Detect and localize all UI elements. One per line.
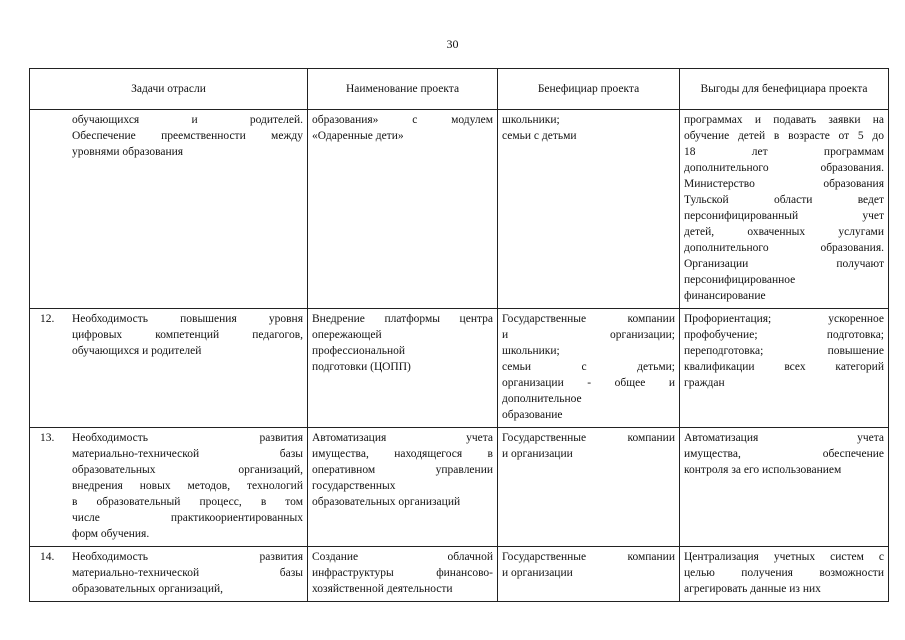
task-text [72, 430, 303, 542]
cell-project [308, 547, 498, 602]
task-text-line: форм обучения. [72, 528, 150, 540]
beneficiary-text-line: дополнительное [502, 393, 582, 405]
task-text-line: в образовательный процесс, в том [72, 496, 303, 508]
row-number: 12. [40, 313, 55, 325]
cell-project [308, 428, 498, 547]
task-text-line: обучающихся и родителей. [72, 114, 303, 126]
task-text-line: цифровых компетенций педагогов, [72, 329, 303, 341]
project-text-line: «Одаренные дети» [312, 130, 404, 142]
beneficiary-text-line: Государственные компании [502, 313, 675, 325]
task-text-line: Необходимость повышения уровня [72, 313, 303, 325]
task-text-line: материально-технической базы [72, 567, 303, 579]
cell-benefits [680, 110, 889, 309]
task-text-line: внедрения новых методов, технологий [72, 480, 303, 492]
project-text-line: Автоматизация учета [312, 432, 493, 444]
header-project: Наименование проекта [308, 69, 498, 110]
benefits-text [684, 430, 884, 478]
table-row [30, 110, 889, 309]
beneficiary-text-line: и организации [502, 567, 573, 579]
beneficiary-text-line: семьи с детьми [502, 130, 577, 142]
benefits-text-line: персонифицированный учет [684, 210, 884, 222]
benefits-text-line: профобучение; подготовка; [684, 329, 884, 341]
page-number: 30 [446, 37, 459, 51]
project-text-line: инфраструктуры финансово- [312, 567, 493, 579]
row-number [34, 112, 72, 160]
beneficiary-text-line: образование [502, 409, 563, 421]
project-text-line: Создание облачной [312, 551, 493, 563]
cell-benefits [680, 428, 889, 547]
task-text-line: Необходимость развития [72, 432, 303, 444]
project-text-line: государственных [312, 480, 396, 492]
benefits-text-line: контроля за его использованием [684, 464, 842, 476]
benefits-text [684, 311, 884, 391]
benefits-text-line: Автоматизация учета [684, 432, 884, 444]
task-text-line: Необходимость развития [72, 551, 303, 563]
benefits-text-line: Профориентация; ускоренное [684, 313, 884, 325]
task-text-line: образовательных организаций, [72, 583, 223, 595]
benefits-text-line: агрегировать данные из них [684, 583, 821, 595]
project-text-line: профессиональной [312, 345, 406, 357]
project-text-line: образовательных организаций [312, 496, 461, 508]
benefits-text-line: дополнительного образования. [684, 242, 884, 254]
cell-task [30, 428, 308, 547]
task-text-line: числе практикоориентированных [72, 512, 303, 524]
task-text-line: материально-технической базы [72, 448, 303, 460]
task-text-line: образовательных организаций, [72, 464, 303, 476]
beneficiary-text-line: школьники; [502, 114, 560, 126]
beneficiary-text-line: и организации; [502, 329, 675, 341]
benefits-text-line: Тульской области ведет [684, 194, 884, 206]
header-beneficiary: Бенефициар проекта [498, 69, 680, 110]
task-text-line: Обеспечение преемственности между [72, 130, 303, 142]
projects-table [29, 68, 889, 602]
benefits-text-line: персонифицированное [684, 274, 796, 286]
beneficiary-text-line: семьи с детьми; [502, 361, 675, 373]
table-row [30, 428, 889, 547]
beneficiary-text-line: школьники; [502, 345, 560, 357]
cell-beneficiary [498, 110, 680, 309]
task-text [72, 549, 303, 597]
project-text-line: имущества, находящегося в [312, 448, 493, 460]
cell-project [308, 110, 498, 309]
benefits-text-line: дополнительного образования. [684, 162, 884, 174]
benefits-text-line: детей, охваченных услугами [684, 226, 884, 238]
project-text [312, 430, 493, 510]
task-text-line: обучающихся и родителей [72, 345, 202, 357]
cell-project [308, 309, 498, 428]
table-header-row [30, 69, 889, 110]
benefits-text-line: Министерство образования [684, 178, 884, 190]
cell-benefits [680, 547, 889, 602]
benefits-text-line: обучение детей в возрасте от 5 до [684, 130, 884, 142]
benefits-text-line: 18 лет программам [684, 146, 884, 158]
task-text-line: уровнями образования [72, 146, 184, 158]
beneficiary-text [502, 430, 675, 462]
cell-beneficiary [498, 547, 680, 602]
benefits-text-line: целью получения возможности [684, 567, 884, 579]
project-text-line: Внедрение платформы центра [312, 313, 493, 325]
beneficiary-text-line: Государственные компании [502, 551, 675, 563]
benefits-text-line: квалификации всех категорий [684, 361, 884, 373]
cell-beneficiary [498, 309, 680, 428]
benefits-text-line: Организации получают [684, 258, 884, 270]
cell-beneficiary [498, 428, 680, 547]
beneficiary-text [502, 112, 675, 144]
table-row [30, 309, 889, 428]
benefits-text-line: граждан [684, 377, 725, 389]
beneficiary-text [502, 311, 675, 423]
project-text-line: хозяйственной деятельности [312, 583, 453, 595]
project-text-line: опережающей [312, 329, 382, 341]
benefits-text-line: финансирование [684, 290, 766, 302]
project-text-line: образования» с модулем [312, 114, 493, 126]
beneficiary-text-line: и организации [502, 448, 573, 460]
project-text-line: оперативном управлении [312, 464, 493, 476]
task-text [72, 112, 303, 160]
project-text [312, 549, 493, 597]
row-number: 13. [40, 432, 55, 444]
cell-task [30, 110, 308, 309]
cell-task [30, 309, 308, 428]
row-number: 14. [40, 551, 55, 563]
benefits-text-line: программах и подавать заявки на [684, 114, 884, 126]
benefits-text [684, 549, 884, 597]
benefits-text-line: имущества, обеспечение [684, 448, 884, 460]
cell-benefits [680, 309, 889, 428]
beneficiary-text-line: организации - общее и [502, 377, 675, 389]
project-text-line: подготовки (ЦОПП) [312, 361, 411, 373]
benefits-text-line: Централизация учетных систем с [684, 551, 884, 563]
project-text [312, 311, 493, 375]
benefits-text-line: переподготовка; повышение [684, 345, 884, 357]
header-benefits: Выгоды для бенефициара проекта [680, 69, 889, 110]
table-row [30, 547, 889, 602]
cell-task [30, 547, 308, 602]
task-text [72, 311, 303, 359]
header-tasks: Задачи отрасли [30, 69, 308, 110]
project-text [312, 112, 493, 144]
beneficiary-text-line: Государственные компании [502, 432, 675, 444]
benefits-text [684, 112, 884, 304]
beneficiary-text [502, 549, 675, 581]
